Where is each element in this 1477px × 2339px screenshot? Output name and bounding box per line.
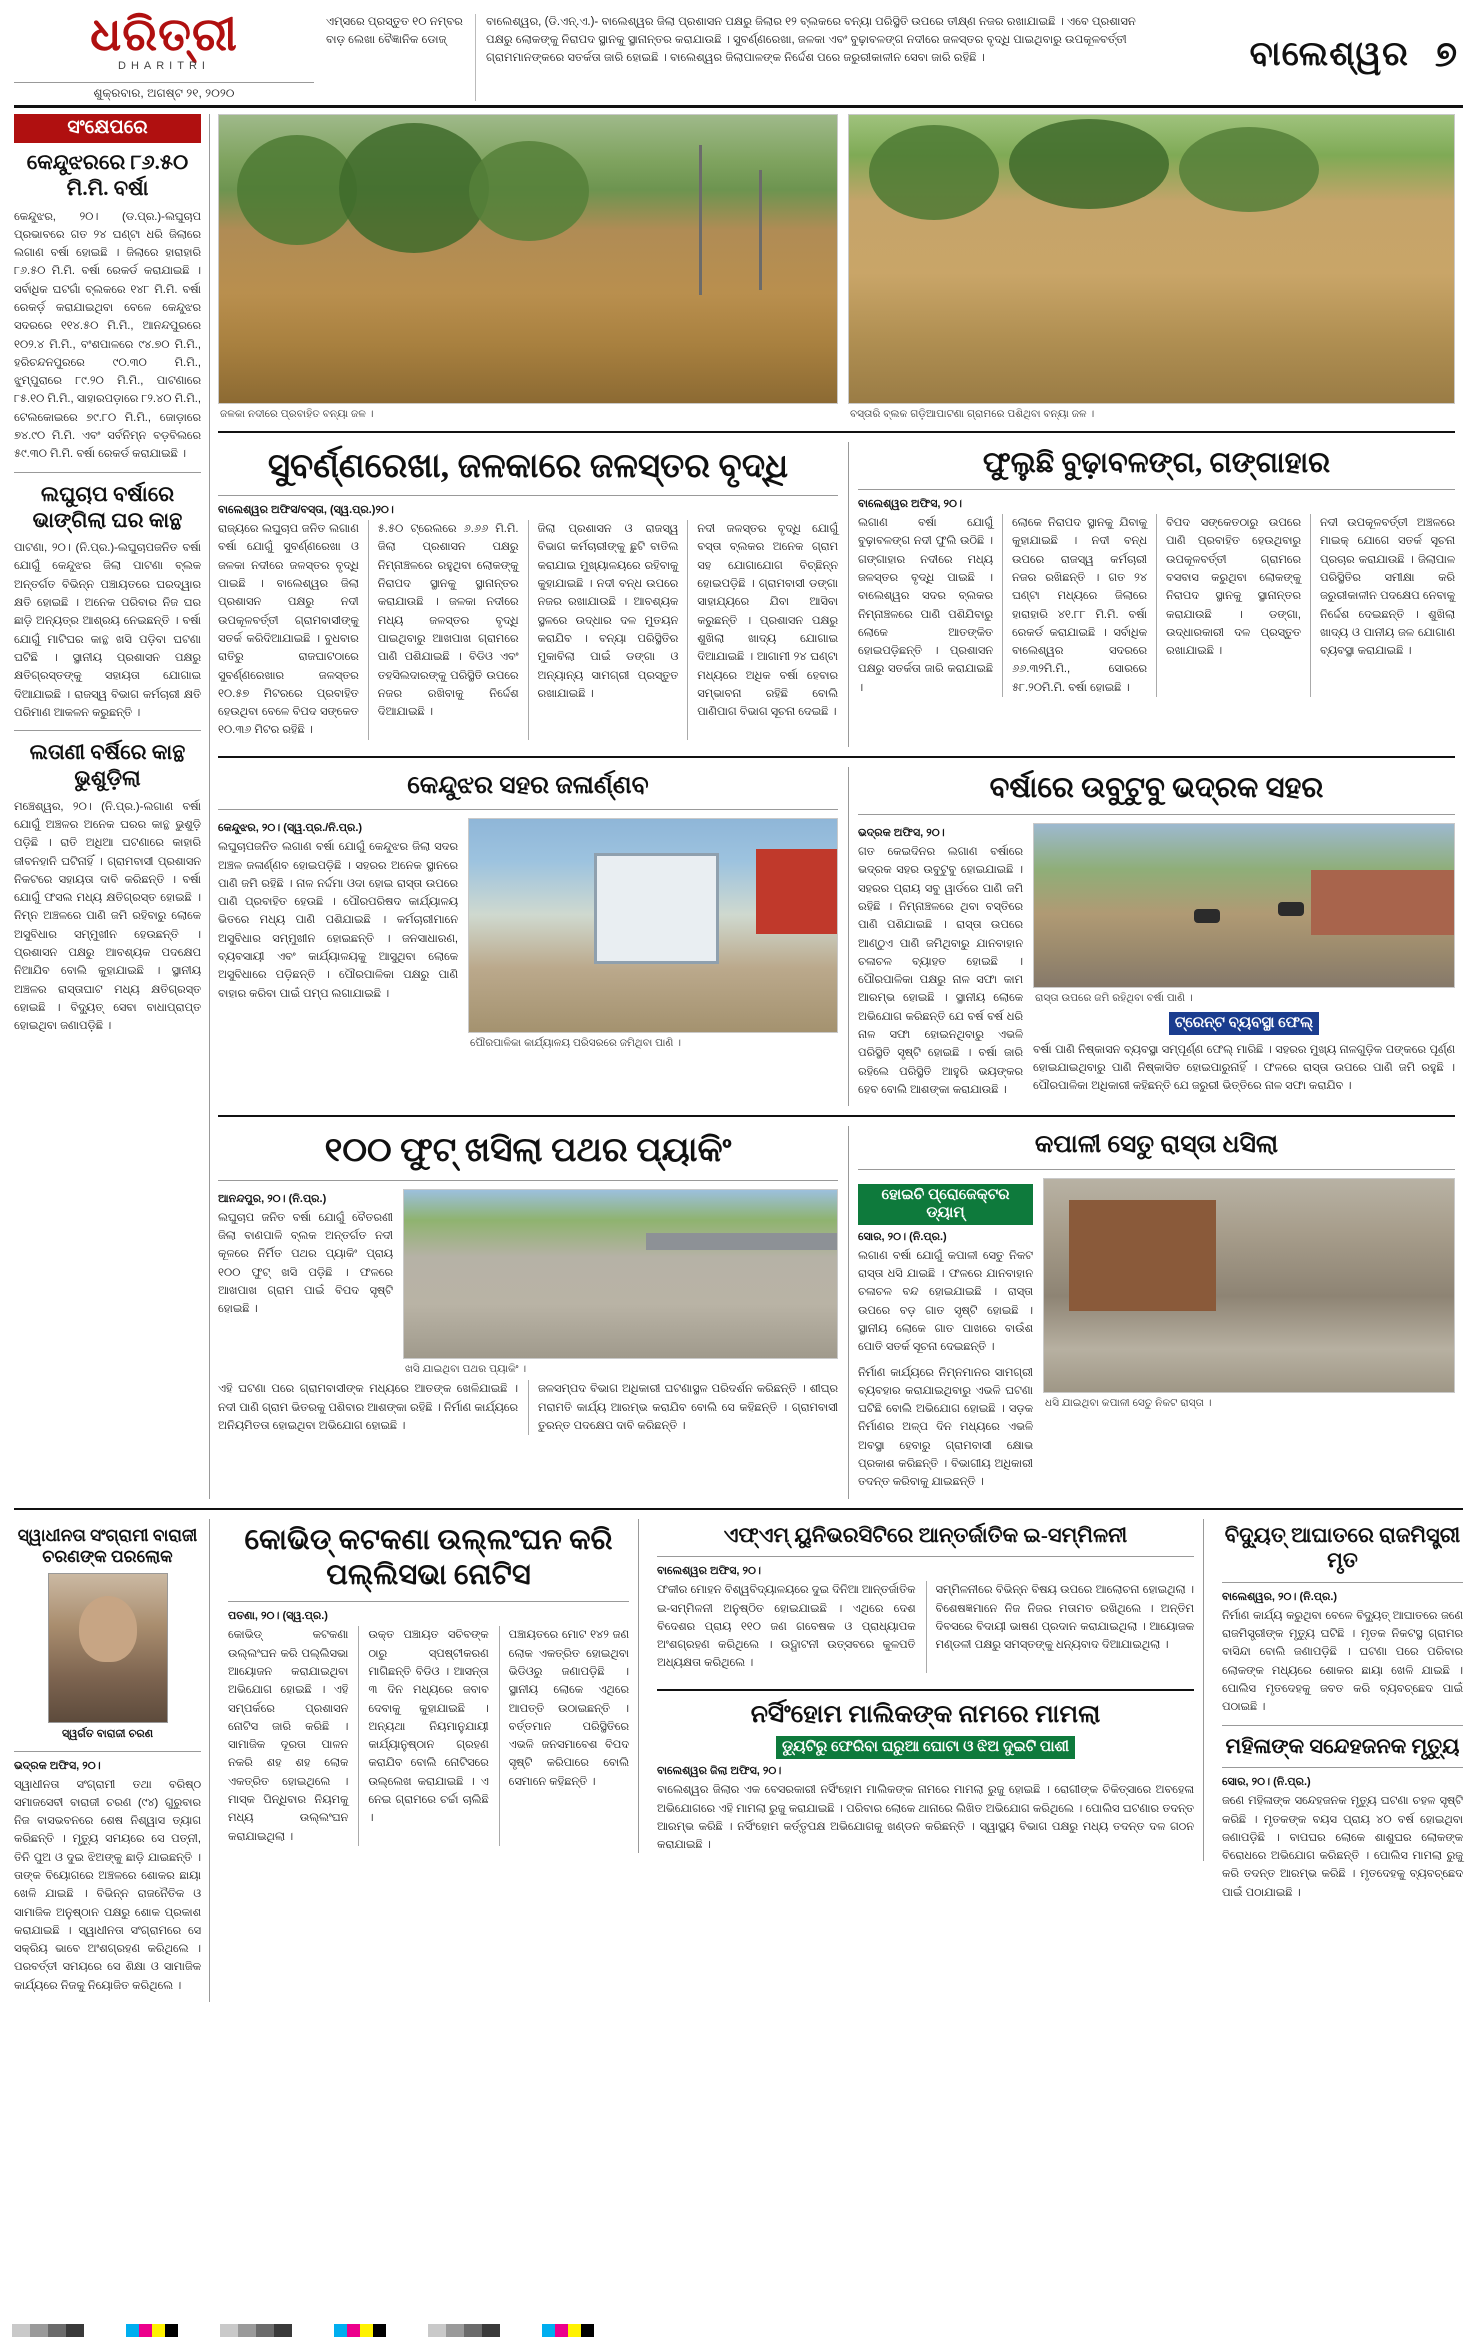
article-sub-body: ବର୍ଷା ପାଣି ନିଷ୍କାସନ ବ୍ୟବସ୍ଥା ସମ୍ପୂର୍ଣ୍ଣ ଫେଲ୍ ମାରିଛି । ସହରର ମୁଖ୍ୟ ନାଳଗୁଡ଼ିକ ପଙ୍କରେ ପୂର୍ଣ୍ଣ ହୋଇଯାଇଥିବାରୁ ପାଣି ନିଷ୍କାସିତ ହୋଇପାରୁନାହିଁ । ଫଳରେ ରାସ୍ତା ଉପରେ ପାଣି ଜମି ରହୁଛି । ପୌରପାଳିକା ଅଧିକାରୀ କହିଛନ୍ତି ଯେ ଜରୁରୀ ଭିତ୍ତିରେ ନାଳ ସଫା କରାଯିବ । <box>1033 1043 1455 1093</box>
photo-block-flood-2 <box>848 114 1455 422</box>
article-photo-block <box>468 818 838 1051</box>
cmyk-strip-1 <box>126 2324 178 2337</box>
masthead-blurb-main: ବାଲେଶ୍ୱର, (ଡି.ଏନ୍.ଏ.)- ବାଲେଶ୍ୱର ଜିଲା ପ୍ରଶାସନ ପକ୍ଷରୁ ଜିଲାର ୧୨ ବ୍ଲକରେ ବନ୍ୟା ପରିସ୍ଥିତି ଉପରେ ତୀକ୍ଷ୍ଣ ନଜର ରଖାଯାଇଛି । ଏବେ ପ୍ରଶାସନ ପକ୍ଷରୁ ଲୋକଙ୍କୁ ନିରାପଦ ସ୍ଥାନକୁ ସ୍ଥାନାନ୍ତର କରାଯାଉଛି । ସୁବର୍ଣ୍ଣରେଖା, ଜଳକା ଏବଂ ବୁଢ଼ାବଳଙ୍ଗ ନଦୀରେ ଜଳସ୍ତର ବୃଦ୍ଧି ପାଇଥିବାରୁ ଉପକୂଳବର୍ତ୍ତୀ ଗ୍ରାମମାନଙ୍କରେ ସତର୍କତା ଜାରି ହୋଇଛି । ବାଲେଶ୍ୱର ଜିଲାପାଳଙ୍କ ନିର୍ଦ୍ଦେଶ ପରେ ଜରୁରୀକାଳୀନ ସେବା ଜାରି ରହିଛି । <box>486 16 1136 64</box>
divider <box>228 1601 629 1602</box>
grayscale-strip <box>428 2324 500 2337</box>
article-body-row <box>858 823 1455 1106</box>
article-body: ନିର୍ମାଣ କାର୍ଯ୍ୟ କରୁଥିବା ବେଳେ ବିଦ୍ୟୁତ୍ ଆଘାତରେ ଜଣେ ରାଜମିସ୍ତ୍ରୀଙ୍କ ମୃତ୍ୟୁ ଘଟିଛି । ମୃତକ ନିକଟସ୍ଥ ଗ୍ରାମର ବାସିନ୍ଦା ବୋଲି ଜଣାପଡ଼ିଛି । ଘଟଣା ପରେ ପରିବାର ଲୋକଙ୍କ ମଧ୍ୟରେ ଶୋକର ଛାୟା ଖେଳି ଯାଇଛି । ପୋଲିସ ମୃତଦେହକୁ ଜବତ କରି ବ୍ୟବଚ୍ଛେଦ ପାଇଁ ପଠାଇଛି । <box>1222 1609 1463 1714</box>
article-budhabalanga <box>848 442 1455 747</box>
article-obituary <box>14 1519 210 2002</box>
edition-name: ବାଲେଶ୍ୱର <box>1249 35 1409 73</box>
article-headline: କୋଭିଡ୍ କଟକଣା ଉଲ୍ଲଂଘନ କରି ପଲ୍ଲିସଭା ନୋଟିସ <box>244 1523 613 1591</box>
article-byline: ପତଣା, ୨୦। (ସ୍ୱ.ପ୍ର.) <box>228 1610 328 1623</box>
divider <box>1222 1767 1463 1768</box>
third-band-row <box>218 1126 1455 1498</box>
article-column: ନଦୀ ଜଳସ୍ତର ବୃଦ୍ଧି ଯୋଗୁଁ ବସ୍ତା ବ୍ଲକର ଅନେକ ଗ୍ରାମ ସହ ଯୋଗାଯୋଗ ବିଚ୍ଛିନ୍ନ ହୋଇପଡ଼ିଛି । ଗ୍ରାମବାସୀ ଡଙ୍ଗା ସାହାଯ୍ୟରେ ଯିବା ଆସିବା କରୁଛନ୍ତି । ପ୍ରଶାସନ ପକ୍ଷରୁ ଶୁଖିଲା ଖାଦ୍ୟ ଯୋଗାଇ ଦିଆଯାଇଛି । ଆଗାମୀ ୨୪ ଘଣ୍ଟା ମଧ୍ୟରେ ଅଧିକ ବର୍ଷା ହେବାର ସମ୍ଭାବନା ରହିଛି ବୋଲି ପାଣିପାଗ ବିଭାଗ ସୂଚନା ଦେଇଛି । <box>687 520 838 740</box>
photo-collapsed-stone-packing <box>403 1189 838 1359</box>
article-column: ଲଘୁଚାପ ଜନିତ ବର୍ଷା ଯୋଗୁଁ ବୈତରଣୀ ଜିଲା ବାଣପାଳି ବ୍ଲକ ଅନ୍ତର୍ଗତ ନଦୀ କୂଳରେ ନିର୍ମିତ ପଥର ପ୍ୟାକିଂ ପ୍ରାୟ ୧୦୦ ଫୁଟ୍ ଖସି ପଡ଼ିଛି । ଫଳରେ ଆଖପାଖ ଗ୍ରାମ ପାଇଁ ବିପଦ ସୃଷ୍ଟି ହୋଇଛି । <box>218 1211 393 1316</box>
cmyk-strip-2 <box>334 2324 386 2337</box>
divider <box>657 1689 1194 1691</box>
article-column: ଉକ୍ତ ପଞ୍ଚାୟତ ସଚିବଙ୍କ ଠାରୁ ସ୍ପଷ୍ଟୀକରଣ ମାଗିଛନ୍ତି ବିଡିଓ । ଆସନ୍ତା ୩ ଦିନ ମଧ୍ୟରେ ଜବାବ ଦେବାକୁ କୁହାଯାଇଛି । ଅନ୍ୟଥା ନିୟମାନୁଯାୟୀ କାର୍ଯ୍ୟାନୁଷ୍ଠାନ ଗ୍ରହଣ କରାଯିବ ବୋଲି ନୋଟିସରେ ଉଲ୍ଲେଖ କରାଯାଇଛି । ଏ ନେଇ ଗ୍ରାମରେ ଚର୍ଚ୍ଚା ଚାଲିଛି । <box>358 1626 488 1846</box>
article-text-block <box>218 818 458 1051</box>
photo-content <box>219 115 837 403</box>
article-column: ୫.୫୦ ଟ୍ରେଲରେ ୬.୬୬ ମି.ମି. ଜିଲା ପ୍ରଶାସନ ପକ୍ଷରୁ ନିମ୍ନାଞ୍ଚଳରେ ରହୁଥିବା ଲୋକଙ୍କୁ ନିରାପଦ ସ୍ଥାନକୁ ସ୍ଥାନାନ୍ତର କରାଯାଉଛି । ଜଳକା ନଦୀରେ ମଧ୍ୟ ଜଳସ୍ତର ବୃଦ୍ଧି ପାଇଥିବାରୁ ଆଖପାଖ ଗ୍ରାମରେ ପାଣି ପଶିଯାଇଛି । ବିଡିଓ ଏବଂ ତହସିଲଦାରଙ୍କୁ ପରିସ୍ଥିତି ଉପରେ ନଜର ରଖିବାକୁ ନିର୍ଦ୍ଦେଶ ଦିଆଯାଇଛି । <box>368 520 519 740</box>
article-byline: ସୋର, ୨୦। (ନି.ପ୍ର.) <box>858 1230 947 1243</box>
masthead-logo <box>14 8 314 101</box>
article-emu-conference <box>648 1519 1204 1862</box>
logo-wordmark: ଧରିତ୍ରୀ <box>90 9 238 60</box>
article-headline: ୧୦୦ ଫୁଟ୍ ଖସିଲା ପଥର ପ୍ୟାକିଂ <box>324 1132 732 1170</box>
photo-caption: ଧସି ଯାଇଥିବା କପାଳୀ ସେତୁ ନିକଟ ରାସ୍ତା । <box>1045 1396 1212 1409</box>
sidebar-item-2-body: ପାଟଣା, ୨୦। (ନି.ପ୍ର.)-ଲଘୁଚାପଜନିତ ବର୍ଷା ଯୋଗୁଁ କେନ୍ଦୁଝର ଜିଲା ପାଟଣା ବ୍ଲକ ଅନ୍ତର୍ଗତ ବିଭିନ୍ନ ପଞ୍ଚାୟତରେ ଘରଦ୍ୱାର କ୍ଷତି ହୋଇଛି । ଅନେକ ପରିବାର ନିଜ ଘର ଛାଡ଼ି ଅନ୍ୟତ୍ର ଆଶ୍ରୟ ନେଇଛନ୍ତି । ବର୍ଷା ଯୋଗୁଁ ମାଟିଘର କାନ୍ଥ ଖସି ପଡ଼ିବା ଘଟଣା ଘଟିଛି । ସ୍ଥାନୀୟ ପ୍ରଶାସନ ପକ୍ଷରୁ କ୍ଷତିଗ୍ରସ୍ତଙ୍କୁ ସହାୟତା ଯୋଗାଇ ଦିଆଯାଇଛି । ରାଜସ୍ୱ ବିଭାଗ କର୍ମଚାରୀ କ୍ଷତି ପରିମାଣ ଆକଳନ କରୁଛନ୍ତି । <box>14 542 201 719</box>
article-column: ସମ୍ମିଳନୀରେ ବିଭିନ୍ନ ବିଷୟ ଉପରେ ଆଲୋଚନା ହୋଇଥିଲା । ବିଶେଷଜ୍ଞମାନେ ନିଜ ନିଜର ମତାମତ ରଖିଥିଲେ । ଅନ୍ତିମ ଦିବସରେ ବିଦାୟୀ ଭାଷଣ ପ୍ରଦାନ କରାଯାଇଥିଲା । ଆୟୋଜକ ମଣ୍ଡଳୀ ପକ୍ଷରୁ ସମସ୍ତଙ୍କୁ ଧନ୍ୟବାଦ ଦିଆଯାଇଥିଲା । <box>926 1581 1195 1672</box>
article-lower-columns <box>218 1380 838 1442</box>
article-body-row <box>218 1189 838 1377</box>
photo-caption: ଜଳକା ନଦୀରେ ପ୍ରବାହିତ ବନ୍ୟା ଜଳ । <box>220 408 374 420</box>
subhead-banner: ଡ୍ୟୁଟିରୁ ଫେରିବା ଘରୁଆ ଘୋଟା ଓ ଝିଅ ଦୁଇଟି ପାଶୀ <box>776 1736 1075 1759</box>
divider <box>1222 1582 1463 1583</box>
sidebar-column <box>14 114 210 1499</box>
second-band-row <box>218 767 1455 1107</box>
article-column: ଲଗାଣ ବର୍ଷା ଯୋଗୁଁ କପାଳୀ ସେତୁ ନିକଟ ରାସ୍ତା ଧସି ଯାଇଛି । ଫଳରେ ଯାନବାହାନ ଚଳାଚଳ ବନ୍ଦ ହୋଇଯାଇଛି । ରାସ୍ତା ଉପରେ ବଡ଼ ଗାତ ସୃଷ୍ଟି ହୋଇଛି । ସ୍ଥାନୀୟ ଲୋକେ ଗାତ ପାଖରେ ବାଉଁଶ ପୋତି ସତର୍କ ସୂଚନା ଦେଇଛନ୍ତି । <box>858 1249 1033 1354</box>
divider <box>218 756 1455 758</box>
photo-block-flood-1 <box>218 114 838 422</box>
article-electrocution <box>1213 1519 1463 1909</box>
article-column: ଫକୀର ମୋହନ ବିଶ୍ୱବିଦ୍ୟାଳୟରେ ଦୁଇ ଦିନିଆ ଆନ୍ତର୍ଜାତିକ ଇ-ସମ୍ମିଳନୀ ଅନୁଷ୍ଠିତ ହୋଇଯାଇଛି । ଏଥିରେ ଦେଶ ବିଦେଶର ପ୍ରାୟ ୧୧୦ ଜଣ ଗବେଷକ ଓ ପ୍ରାଧ୍ୟାପକ ଅଂଶଗ୍ରହଣ କରିଥିଲେ । ଉଦ୍ଘାଟନୀ ଉତ୍ସବରେ କୁଳପତି ଅଧ୍ୟକ୍ଷତା କରିଥିଲେ । <box>657 1584 916 1670</box>
article-headline: ଏଫ୍ଏମ୍ ୟୁନିଭରସିଟିରେ ଆନ୍ତର୍ଜାତିକ ଇ-ସମ୍ମିଳନୀ <box>723 1522 1128 1547</box>
article-column: ନିର୍ମାଣ କାର୍ଯ୍ୟରେ ନିମ୍ନମାନର ସାମଗ୍ରୀ ବ୍ୟବହାର କରାଯାଇଥିବାରୁ ଏଭଳି ଘଟଣା ଘଟିଛି ବୋଲି ଅଭିଯୋଗ ହୋଇଛି । ସଡ଼କ ନିର୍ମାଣର ଅଳ୍ପ ଦିନ ମଧ୍ୟରେ ଏଭଳି ଅବସ୍ଥା ହେବାରୁ ଗ୍ରାମବାସୀ କ୍ଷୋଭ ପ୍ରକାଶ କରିଛନ୍ତି । ବିଭାଗୀୟ ଅଧିକାରୀ ତଦନ୍ତ କରିବାକୁ ଯାଇଛନ୍ତି । <box>858 1366 1033 1489</box>
photo-flooded-street <box>1033 823 1455 988</box>
article-stone-packing <box>218 1126 838 1498</box>
article-text-block <box>858 823 1023 1106</box>
photo-damaged-road <box>1043 1178 1455 1393</box>
article-photo-block <box>1033 823 1455 1106</box>
masthead-edition-block <box>1173 8 1463 101</box>
article-text-block <box>218 1189 393 1377</box>
article-covid-notice <box>219 1519 639 1853</box>
article-bhadrak-flooded <box>848 767 1455 1107</box>
publication-date: ଶୁକ୍ରବାର, ଅଗଷ୍ଟ ୨୧, ୨୦୨୦ <box>14 82 314 101</box>
article-body-row <box>218 818 838 1051</box>
divider <box>218 1115 1455 1117</box>
obituary-title: ସ୍ୱାଧୀନତା ସଂଗ୍ରାମୀ ବାରାଜୀ ଚରଣଙ୍କ ପରଲୋକ <box>17 1525 198 1566</box>
divider <box>858 489 1455 490</box>
grayscale-strip <box>12 2324 84 2337</box>
article-column: କୋଭିଡ୍ କଟକଣା ଉଲ୍ଲଂଘନ କରି ପଲ୍ଲିସଭା ଆୟୋଜନ କରାଯାଇଥିବା ଅଭିଯୋଗ ହୋଇଛି । ଏହି ସମ୍ପର୍କରେ ପ୍ରଶାସନ ନୋଟିସ ଜାରି କରିଛି । ସାମାଜିକ ଦୂରତା ପାଳନ ନକରି ଶହ ଶହ ଲୋକ ଏକତ୍ରିତ ହୋଇଥିଲେ । ମାସ୍କ ପିନ୍ଧିବାର ନିୟମକୁ ମଧ୍ୟ ଉଲ୍ଲଂଘନ କରାଯାଇଥିଲା । <box>228 1629 349 1843</box>
subhead-banner: ହୋଇଚି ପ୍ରୋଜେକ୍ଟର ଡ୍ୟାମ୍ <box>858 1184 1033 1225</box>
obituary-caption: ସ୍ୱର୍ଗତ ବାରାଜୀ ଚରଣ <box>61 1728 154 1741</box>
photo-content <box>1034 824 1454 987</box>
article-body: ବାଲେଶ୍ୱର ଜିଲାର ଏକ ବେସରକାରୀ ନର୍ସିଂହୋମ ମାଲିକଙ୍କ ନାମରେ ମାମଲା ରୁଜୁ ହୋଇଛି । ରୋଗୀଙ୍କ ଚିକିତ୍ସାରେ ଅବହେଳା ଅଭିଯୋଗରେ ଏହି ମାମଲା ରୁଜୁ କରାଯାଇଛି । ପରିବାର ଲୋକେ ଥାନାରେ ଲିଖିତ ଅଭିଯୋଗ କରିଥିଲେ । ପୋଲିସ ଘଟଣାର ତଦନ୍ତ ଆରମ୍ଭ କରିଛି । ନର୍ସିଂହୋମ କର୍ତ୍ତୃପକ୍ଷ ଅଭିଯୋଗକୁ ଖଣ୍ଡନ କରିଛନ୍ତି । ସ୍ୱାସ୍ଥ୍ୟ ବିଭାଗ ପକ୍ଷରୁ ମଧ୍ୟ ତଦନ୍ତ ଦଳ ଗଠନ କରାଯାଇଛି । <box>657 1784 1194 1852</box>
divider <box>14 1508 1463 1510</box>
article-headline: ମହିଳାଙ୍କ ସନ୍ଦେହଜନକ ମୃତ୍ୟୁ <box>1225 1733 1460 1758</box>
photo-content <box>469 819 837 1032</box>
article-byline: ବାଲେଶ୍ୱର ଅଫିସ, ୨୦। <box>858 498 962 511</box>
divider <box>657 1556 1194 1557</box>
divider <box>218 495 838 496</box>
article-column: ରାଜ୍ୟରେ ଲଘୁଚାପ ଜନିତ ଲଗାଣ ବର୍ଷା ଯୋଗୁଁ ସୁବର୍ଣ୍ଣରେଖା ଓ ଜଳକା ନଦୀରେ ଜଳସ୍ତର ବୃଦ୍ଧି ପାଇଛି । ବାଲେଶ୍ୱର ଜିଲା ପ୍ରଶାସନ ପକ୍ଷରୁ ନଦୀ ଉପକୂଳବର୍ତ୍ତୀ ଗ୍ରାମବାସୀଙ୍କୁ ସତର୍କ କରିଦିଆଯାଇଛି । ବୁଧବାର ରାତିରୁ ରାଜଘାଟଠାରେ ସୁବର୍ଣ୍ଣରେଖାର ଜଳସ୍ତର ୧୦.୫୭ ମିଟରରେ ପ୍ରବାହିତ ହେଉଥିବା ବେଳେ ବିପଦ ସଙ୍କେତ ୧୦.୩୬ ମିଟର ରହିଛି । <box>218 523 359 737</box>
masthead-summary <box>314 8 1173 101</box>
article-byline: କେନ୍ଦୁଝର, ୨୦। (ସ୍ୱ.ପ୍ର./ନି.ପ୍ର.) <box>218 822 363 835</box>
sidebar-item-3-title: ଲତାଣୀ ବର୍ଷିରେ କାନ୍ଥ ଭୁଶୁଡ଼ିଲା <box>29 740 186 791</box>
divider <box>218 1180 838 1181</box>
article-columns <box>218 520 838 747</box>
bottom-section <box>14 1519 1463 2002</box>
article-headline: ଫୁଲୁଛି ବୁଢ଼ାବଳଙ୍ଗ, ଗଙ୍ଗାହାର <box>982 446 1331 479</box>
article-text-block <box>858 1178 1033 1499</box>
divider <box>218 809 838 810</box>
photo-content <box>404 1190 837 1358</box>
subhead-banner: ଟ୍ରେନ୍ଟ ବ୍ୟବସ୍ଥା ଫେଲ୍ <box>1169 1012 1319 1035</box>
sidebar-header: ସଂକ୍ଷେପରେ <box>14 114 201 143</box>
article-byline: ବାଲେଶ୍ୱର ଅଫିସ, ୨୦। <box>657 1565 761 1578</box>
main-column <box>210 114 1463 1499</box>
photo-flood-river <box>218 114 838 404</box>
photo-municipality-gate <box>468 818 838 1033</box>
article-keonjhar-waterlogged <box>218 767 838 1107</box>
article-byline: ବାଲେଶ୍ୱର, ୨୦। (ନି.ପ୍ର.) <box>1222 1590 1338 1603</box>
divider <box>14 1751 201 1752</box>
article-column: ଲଗାଣ ବର୍ଷା ଯୋଗୁଁ ବୁଢ଼ାବଳଙ୍ଗ ନଦୀ ଫୁଲି ଉଠିଛି । ଗଙ୍ଗାହାର ନଦୀରେ ମଧ୍ୟ ଜଳସ୍ତର ବୃଦ୍ଧି ପାଇଛି । ବାଲେଶ୍ୱର ସଦର ବ୍ଲକର ନିମ୍ନାଞ୍ଚଳରେ ପାଣି ପଶିଯିବାରୁ ଲୋକେ ଆତଙ୍କିତ ହୋଇପଡ଼ିଛନ୍ତି । ପ୍ରଶାସନ ପକ୍ଷରୁ ସତର୍କତା ଜାରି କରାଯାଇଛି । <box>858 517 993 694</box>
photo-flood-village <box>848 114 1455 404</box>
article-byline: ସୋର, ୨୦। (ନି.ପ୍ର.) <box>1222 1776 1311 1789</box>
article-column: ବିପଦ ସଙ୍କେତଠାରୁ ଉପରେ ପାଣି ପ୍ରବାହିତ ହେଉଥିବାରୁ ଉପକୂଳବର୍ତ୍ତୀ ଗ୍ରାମରେ ବସବାସ କରୁଥିବା ଲୋକଙ୍କୁ ନିରାପଦ ସ୍ଥାନକୁ ସ୍ଥାନାନ୍ତର କରାଯାଉଛି । ଡଙ୍ଗା, ଉଦ୍ଧାରକାରୀ ଦଳ ପ୍ରସ୍ତୁତ ରଖାଯାଇଛି । <box>1156 514 1301 697</box>
divider <box>14 730 201 731</box>
article-headline: ନର୍ସିଂହୋମ ମାଲିକଙ୍କ ନାମରେ ମାମଲା <box>750 1700 1101 1728</box>
article-columns <box>228 1626 629 1853</box>
cmyk-strip-3 <box>542 2324 594 2337</box>
masthead-blurb-left: ଏମ୍ସରେ ପ୍ରସ୍ତୁତ ୧୦ ନମ୍ବର ବାଡ଼ ଲେଖା ବୈଜ୍ଞାନିକ ଡୋଜ୍ <box>326 14 476 101</box>
article-column: ଏହି ଘଟଣା ପରେ ଗ୍ରାମବାସୀଙ୍କ ମଧ୍ୟରେ ଆତଙ୍କ ଖେଳିଯାଇଛି । ନଦୀ ପାଣି ଗ୍ରାମ ଭିତରକୁ ପଶିବାର ଆଶଙ୍କା ରହିଛି । ନିର୍ମାଣ କାର୍ଯ୍ୟରେ ଅନିୟମିତତା ହୋଇଥିବା ଅଭିଯୋଗ ହୋଇଛି । <box>218 1383 518 1432</box>
divider <box>218 431 1455 433</box>
article-byline: ଭଦ୍ରକ ଅଫିସ, ୨୦। <box>858 827 945 840</box>
article-column: ନଦୀ ଉପକୂଳବର୍ତ୍ତୀ ଅଞ୍ଚଳରେ ମାଇକ୍ ଯୋଗେ ସତର୍କ ସୂଚନା ପ୍ରଚାର କରାଯାଉଛି । ଜିଲାପାଳ ପରିସ୍ଥିତିର ସମୀକ୍ଷା କରି ଜରୁରୀକାଳୀନ ପଦକ୍ଷେପ ନେବାକୁ ନିର୍ଦ୍ଦେଶ ଦେଇଛନ୍ତି । ଶୁଖିଲା ଖାଦ୍ୟ ଓ ପାନୀୟ ଜଳ ଯୋଗାଣ ବ୍ୟବସ୍ଥା କରାଯାଇଛି । <box>1310 514 1455 697</box>
photo-caption: ପୌରପାଳିକା କାର୍ଯ୍ୟାଳୟ ପରିସରରେ ଜମିଥିବା ପାଣି । <box>470 1037 681 1050</box>
article-columns <box>858 514 1455 704</box>
photo-content <box>1044 1179 1454 1392</box>
article-body: ଜଣେ ମହିଳାଙ୍କ ସନ୍ଦେହଜନକ ମୃତ୍ୟୁ ଘଟଣା ଚହଳ ସୃଷ୍ଟି କରିଛି । ମୃତକଙ୍କ ବୟସ ପ୍ରାୟ ୪୦ ବର୍ଷ ହୋଇଥିବା ଜଣାପଡ଼ିଛି । ବାପଘର ଲୋକେ ଶାଶୁଘର ଲୋକଙ୍କ ବିରୋଧରେ ଅଭିଯୋଗ କରିଛନ୍ତି । ପୋଲିସ ମାମଲା ରୁଜୁ କରି ତଦନ୍ତ ଆରମ୍ଭ କରିଛି । ମୃତଦେହକୁ ବ୍ୟବଚ୍ଛେଦ ପାଇଁ ପଠାଯାଇଛି । <box>1222 1795 1463 1899</box>
article-body: ସ୍ୱାଧୀନତା ସଂଗ୍ରାମୀ ତଥା ବରିଷ୍ଠ ସମାଜସେବୀ ବାରାଜୀ ଚରଣ (୯୪) ଗୁରୁବାର ନିଜ ବାସଭବନରେ ଶେଷ ନିଶ୍ୱାସ ତ୍ୟାଗ କରିଛନ୍ତି । ମୃତ୍ୟୁ ସମୟରେ ସେ ପତ୍ନୀ, ତିନି ପୁଅ ଓ ଦୁଇ ଝିଅଙ୍କୁ ଛାଡ଼ି ଯାଇଛନ୍ତି । ତାଙ୍କ ବିୟୋଗରେ ଅଞ୍ଚଳରେ ଶୋକର ଛାୟା ଖେଳି ଯାଇଛି । ବିଭିନ୍ନ ରାଜନୈତିକ ଓ ସାମାଜିକ ଅନୁଷ୍ଠାନ ପକ୍ଷରୁ ଶୋକ ପ୍ରକାଶ କରାଯାଇଛି । ସ୍ୱାଧୀନତା ସଂଗ୍ରାମରେ ସେ ସକ୍ରିୟ ଭାବେ ଅଂଶଗ୍ରହଣ କରିଥିଲେ । ପରବର୍ତ୍ତୀ ସମୟରେ ସେ ଶିକ୍ଷା ଓ ସାମାଜିକ କାର୍ଯ୍ୟରେ ନିଜକୁ ନିୟୋଜିତ କରିଥିଲେ । <box>14 1778 201 1992</box>
divider <box>858 1169 1455 1170</box>
top-photo-row <box>218 114 1455 422</box>
article-byline: ବାଲେଶ୍ୱର ଜିଲା ଅଫିସ, ୨୦। <box>657 1765 782 1778</box>
article-kapali-bridge <box>848 1126 1455 1498</box>
article-photo-block <box>403 1189 838 1377</box>
sidebar-item-3-body: ମଞ୍ଚେଶ୍ୱର, ୨୦। (ନି.ପ୍ର.)-ଲଗାଣ ବର୍ଷା ଯୋଗୁଁ ଅଞ୍ଚଳର ଅନେକ ଘରର କାନ୍ଥ ଭୁଶୁଡ଼ି ପଡ଼ିଛି । ରାତି ଅଧିଆ ଘଟଣାରେ କାହାରି ଜୀବନହାନି ଘଟିନାହିଁ । ଗ୍ରାମବାସୀ ପ୍ରଶାସନ ନିକଟରେ ସହାୟତା ଦାବି କରିଛନ୍ତି । ବର୍ଷା ଯୋଗୁଁ ଫସଲ ମଧ୍ୟ କ୍ଷତିଗ୍ରସ୍ତ ହୋଇଛି । ନିମ୍ନ ଅଞ୍ଚଳରେ ପାଣି ଜମି ରହିବାରୁ ଲୋକେ ଅସୁବିଧାର ସମ୍ମୁଖୀନ ହେଉଛନ୍ତି । ପ୍ରଶାସନ ପକ୍ଷରୁ ଆବଶ୍ୟକ ପଦକ୍ଷେପ ନିଆଯିବ ବୋଲି କୁହାଯାଇଛି । ସ୍ଥାନୀୟ ଅଞ୍ଚଳର ରାସ୍ତାଘାଟ ମଧ୍ୟ କ୍ଷତିଗ୍ରସ୍ତ ହୋଇଛି । ବିଦ୍ୟୁତ୍ ସେବା ବାଧାପ୍ରାପ୍ତ ହୋଇଥିବା ଜଣାପଡ଼ିଛି । <box>14 800 201 1033</box>
article-byline: ଆନନ୍ଦପୁର, ୨୦। (ନି.ପ୍ର.) <box>218 1192 327 1205</box>
lead-stories-row <box>218 442 1455 747</box>
article-headline: ବିଦ୍ୟୁତ୍ ଆଘାତରେ ରାଜମିସ୍ତ୍ରୀ ମୃତ <box>1224 1522 1461 1573</box>
masthead <box>14 8 1463 108</box>
article-headline: କପାଳୀ ସେତୁ ରାସ୍ତା ଧସିଲା <box>1034 1131 1279 1159</box>
print-registration-bar <box>0 2321 1477 2339</box>
article-byline: ଭଦ୍ରକ ଅଫିସ, ୨୦। <box>14 1759 101 1772</box>
logo-subtitle: DHARITRI <box>118 60 210 72</box>
article-headline: ବର୍ଷାରେ ଉବୁଟୁବୁ ଭଦ୍ରକ ସହର <box>989 771 1324 804</box>
divider <box>1222 1725 1463 1726</box>
article-headline: କେନ୍ଦୁଝର ସହର ଜଳାର୍ଣ୍ଣବ <box>407 771 649 799</box>
article-subarnarekha <box>218 442 838 747</box>
grayscale-strip <box>220 2324 292 2337</box>
page-number: ୭ <box>1434 34 1457 74</box>
article-body: ଗତ କେଇଦିନର ଲଗାଣ ବର୍ଷାରେ ଭଦ୍ରକ ସହର ଉବୁଟୁବୁ ହୋଇଯାଇଛି । ସହରର ପ୍ରାୟ ସବୁ ୱାର୍ଡରେ ପାଣି ଜମି ରହିଛି । ନିମ୍ନାଞ୍ଚଳରେ ଥିବା ବସ୍ତିରେ ପାଣି ପଶିଯାଇଛି । ରାସ୍ତା ଉପରେ ଆଣ୍ଠୁଏ ପାଣି ଜମିଥିବାରୁ ଯାନବାହାନ ଚଳାଚଳ ବ୍ୟାହତ ହୋଇଛି । ପୌରପାଳିକା ପକ୍ଷରୁ ନାଳ ସଫା କାମ ଆରମ୍ଭ ହୋଇଛି । ସ୍ଥାନୀୟ ଲୋକେ ଅଭିଯୋଗ କରିଛନ୍ତି ଯେ ବର୍ଷ ବର୍ଷ ଧରି ନାଳ ସଫା ହୋଇନଥିବାରୁ ଏଭଳି ପରିସ୍ଥିତି ସୃଷ୍ଟି ହୋଇଛି । ବର୍ଷା ଜାରି ରହିଲେ ପରିସ୍ଥିତି ଆହୁରି ଭୟଙ୍କର ହେବ ବୋଲି ଆଶଙ୍କା କରାଯାଉଛି । <box>858 846 1023 1096</box>
photo-caption: ଖସି ଯାଇଥିବା ପଥର ପ୍ୟାକିଂ । <box>405 1362 527 1375</box>
article-byline: ବାଲେଶ୍ୱର ଅଫିସ/ବସ୍ତା, (ସ୍ୱ.ପ୍ର.)୨୦। <box>218 504 394 517</box>
article-body-row <box>858 1178 1455 1499</box>
photo-content <box>849 115 1454 403</box>
article-column: ଲୋକେ ନିରାପଦ ସ୍ଥାନକୁ ଯିବାକୁ କୁହାଯାଇଛି । ନଦୀ ବନ୍ଧ ଉପରେ ରାଜସ୍ୱ କର୍ମଚାରୀ ନଜର ରଖିଛନ୍ତି । ଗତ ୨୪ ଘଣ୍ଟା ମଧ୍ୟରେ ଜିଲାରେ ହାରାହାରି ୪୧.୮୮ ମି.ମି. ବର୍ଷା ରେକର୍ଡ କରାଯାଇଛି । ସର୍ବାଧିକ ବାଲେଶ୍ୱର ସଦରରେ ୬୬.୩୨ମି.ମି., ସୋରରେ ୫୮.୨୦ମି.ମି. ବର୍ଷା ହୋଇଛି । <box>1002 514 1147 697</box>
article-headline: ସୁବର୍ଣ୍ଣରେଖା, ଜଳକାରେ ଜଳସ୍ତର ବୃଦ୍ଧି <box>267 447 789 485</box>
divider <box>14 472 201 473</box>
article-body: ଲଘୁଚାପଜନିତ ଲଗାଣ ବର୍ଷା ଯୋଗୁଁ କେନ୍ଦୁଝର ଜିଲା ସଦର ଅଞ୍ଚଳ ଜଳାର୍ଣ୍ଣବ ହୋଇପଡ଼ିଛି । ସହରର ଅନେକ ସ୍ଥାନରେ ପାଣି ଜମି ରହିଛି । ନାଳ ନର୍ଦ୍ଦମା ଓଦା ହୋଇ ରାସ୍ତା ଉପରେ ପାଣି ପ୍ରବାହିତ ହେଉଛି । ପୌରପରିଷଦ କାର୍ଯ୍ୟାଳୟ ଭିତରେ ମଧ୍ୟ ପାଣି ପଶିଯାଇଛି । କର୍ମଚାରୀମାନେ ଅସୁବିଧାର ସମ୍ମୁଖୀନ ହୋଇଛନ୍ତି । ଜନସାଧାରଣ, ବ୍ୟବସାୟୀ ଏବଂ କାର୍ଯ୍ୟାଳୟକୁ ଆସୁଥିବା ଲୋକେ ଅସୁବିଧାରେ ପଡ଼ିଛନ୍ତି । ପୌରପାଳିକା ପକ୍ଷରୁ ପାଣି ବାହାର କରିବା ପାଇଁ ପମ୍ପ ଲଗାଯାଇଛି । <box>218 841 458 1000</box>
sidebar-item-1-title: କେନ୍ଦୁଝରରେ ୮୬.୫୦ ମି.ମି. ବର୍ଷା <box>26 150 189 201</box>
article-columns <box>657 1581 1194 1679</box>
photo-caption: ବସ୍ତାରି ବ୍ଲକ ଗଡ଼ିଆପାଟଣା ଗ୍ରାମରେ ପଶିଥିବା ବନ୍ୟା ଜଳ । <box>850 408 1095 420</box>
article-column: ଜଳସମ୍ପଦ ବିଭାଗ ଅଧିକାରୀ ଘଟଣାସ୍ଥଳ ପରିଦର୍ଶନ କରିଛନ୍ତି । ଶୀଘ୍ର ମରାମତି କାର୍ଯ୍ୟ ଆରମ୍ଭ କରାଯିବ ବୋଲି ସେ କହିଛନ୍ତି । ଗ୍ରାମବାସୀ ତୁରନ୍ତ ପଦକ୍ଷେପ ଦାବି କରିଛନ୍ତି । <box>528 1380 838 1435</box>
photo-caption: ରାସ୍ତା ଉପରେ ଜମି ରହିଥିବା ବର୍ଷା ପାଣି । <box>1035 992 1193 1005</box>
sidebar-item-2-title: ଲଘୁଚାପ ବର୍ଷାରେ ଭାଙ୍ଗିଲା ଘର କାନ୍ଥ <box>32 481 183 532</box>
divider <box>858 814 1455 815</box>
page-body <box>14 114 1463 1499</box>
article-column: ପଞ୍ଚାୟତରେ ମୋଟ ୧୪୨ ଜଣ ଲୋକ ଏକତ୍ରିତ ହୋଇଥିବା ଭିଡିଓରୁ ଜଣାପଡ଼ିଛି । ସ୍ଥାନୀୟ ଲୋକେ ଏଥିରେ ଆପତ୍ତି ଉଠାଇଛନ୍ତି । ବର୍ତ୍ତମାନ ପରିସ୍ଥିତିରେ ଏଭଳି ଜନସମାବେଶ ବିପଦ ସୃଷ୍ଟି କରିପାରେ ବୋଲି ସେମାନେ କହିଛନ୍ତି । <box>499 1626 629 1846</box>
article-column: ଜିଲା ପ୍ରଶାସନ ଓ ରାଜସ୍ୱ ବିଭାଗ କର୍ମଚାରୀଙ୍କୁ ଛୁଟି ବାତିଲ କରାଯାଇ ମୁଖ୍ୟାଳୟରେ ରହିବାକୁ କୁହାଯାଇଛି । ନଦୀ ବନ୍ଧ ଉପରେ ନଜର ରଖାଯାଉଛି । ଆବଶ୍ୟକ ସ୍ଥଳରେ ଉଦ୍ଧାର ଦଳ ମୁତୟନ କରାଯିବ । ବନ୍ୟା ପରିସ୍ଥିତିର ମୁକାବିଲା ପାଇଁ ଡଙ୍ଗା ଓ ଅନ୍ୟାନ୍ୟ ସାମଗ୍ରୀ ପ୍ରସ୍ତୁତ ରଖାଯାଇଛି । <box>528 520 679 740</box>
obituary-portrait <box>48 1573 168 1723</box>
article-photo-block <box>1043 1178 1455 1499</box>
sidebar-item-1-body: କେନ୍ଦୁଝର, ୨୦। (ଡ.ପ୍ର.)-ଲଘୁଚାପ ପ୍ରଭାବରେ ଗତ ୨୪ ଘଣ୍ଟା ଧରି ଜିଲାରେ ଲଗାଣ ବର୍ଷା ହୋଇଛି । ଜିଲାରେ ହାରାହାରି ୮୬.୫୦ ମି.ମି. ବର୍ଷା ରେକର୍ଡ କରାଯାଇଛି । ସର୍ବାଧିକ ଘଟଗାଁ ବ୍ଲକରେ ୧୪୮ ମି.ମି. ବର୍ଷା ରେକର୍ଡ଼ କରାଯାଇଥିବା ବେଳେ କେନ୍ଦୁଝର ସଦରରେ ୧୧୪.୫୦ ମି.ମି., ଆନନ୍ଦପୁରରେ ୧୦୨.୪ ମି.ମି., ବଂଶପାଳରେ ୯୪.୭୦ ମି.ମି., ହରିଚନ୍ଦନପୁରରେ ୯୦.୩୦ ମି.ମି., ଝୁମ୍ପୁରାରେ ୮୯.୨୦ ମି.ମି., ପାଟଣାରେ ୮୫.୧୦ ମି.ମି., ସାହାରପଡ଼ାରେ ୮୨.୪୦ ମି.ମି., ଟେଲକୋଇରେ ୭୯.୮୦ ମି.ମି., ଜୋଡ଼ାରେ ୭୪.୯୦ ମି.ମି. ଏବଂ ସର୍ବନିମ୍ନ ବଡ଼ବିଲରେ ୫୯.୩୦ ମି.ମି. ବର୍ଷା ରେକର୍ଡ କରାଯାଇଛି । <box>14 210 201 461</box>
